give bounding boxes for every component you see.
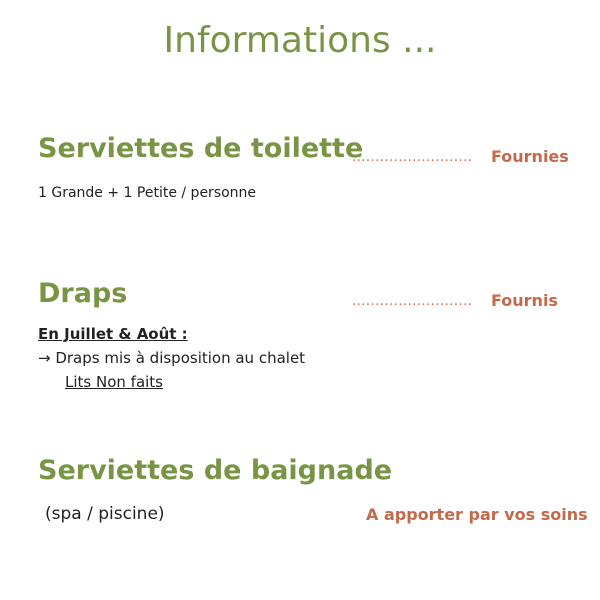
- status-towels: Fournies: [491, 147, 569, 166]
- dotted-leader-sheets: ..........................: [352, 294, 473, 309]
- section-title-towels: Serviettes de toilette: [38, 133, 364, 164]
- dotted-leader-towels: ..........................: [352, 150, 473, 165]
- status-sheets: Fournis: [491, 291, 558, 310]
- section-title-sheets: Draps: [38, 278, 128, 309]
- towels-detail: 1 Grande + 1 Petite / personne: [38, 185, 257, 201]
- bath-towels-detail: (spa / piscine): [45, 504, 165, 524]
- sheets-detail-line-2: Lits Non faits: [65, 373, 163, 391]
- section-title-bath-towels: Serviettes de baignade: [38, 455, 393, 486]
- sheets-detail-line-1: → Draps mis à disposition au chalet: [38, 349, 306, 367]
- status-bath-towels: A apporter par vos soins: [366, 505, 588, 524]
- sheets-subheading: En Juillet & Août :: [38, 325, 188, 343]
- page-title: Informations ...: [163, 20, 437, 61]
